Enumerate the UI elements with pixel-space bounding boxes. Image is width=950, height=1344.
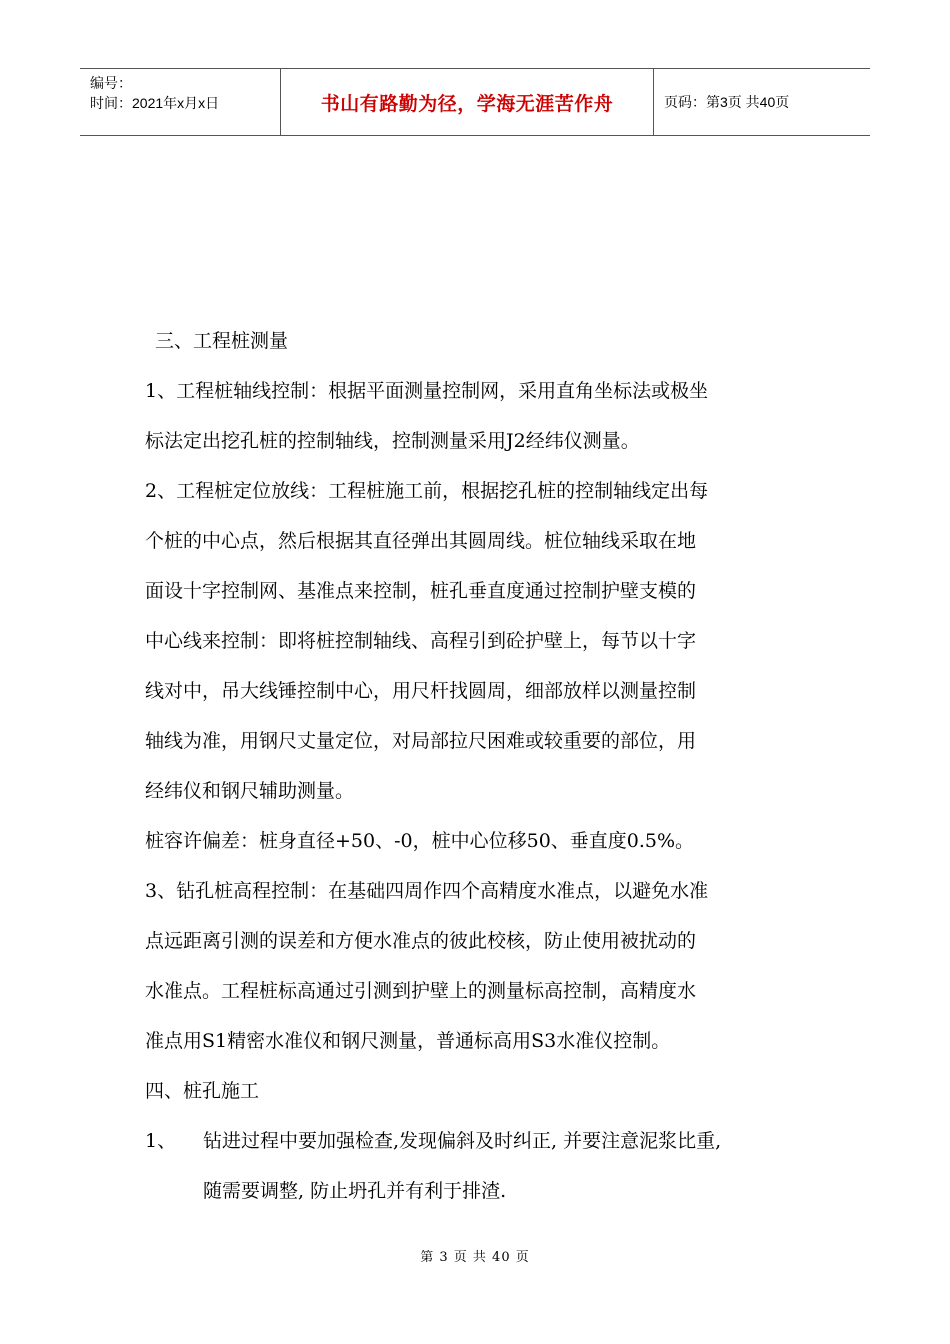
text-line: 线对中，吊大线锤控制中心，用尺杆找圆周，细部放样以测量控制 xyxy=(145,680,697,702)
number-label: 编号： xyxy=(90,75,132,91)
paragraph-3 xyxy=(145,866,810,1066)
tolerance-line: 桩容许偏差：桩身直径+50、-0，桩中心位移50、垂直度0.5%。 xyxy=(145,830,695,852)
section-heading-4: 四、桩孔施工 xyxy=(145,1080,260,1102)
text-line: 中心线来控制：即将桩控制轴线、高程引到砼护壁上，每节以十字 xyxy=(145,630,697,652)
text-line: 1、工程桩轴线控制：根据平面测量控制网，采用直角坐标法或极坐 xyxy=(145,380,709,402)
text-line: 随需要调整, 防止坍孔并有利于排渣. xyxy=(203,1180,507,1202)
text-line: 个桩的中心点，然后根据其直径弹出其圆周线。桩位轴线采取在地 xyxy=(145,530,697,552)
text-line: 面设十字控制网、基准点来控制，桩孔垂直度通过控制护壁支模的 xyxy=(145,580,697,602)
date-label: 时间：2021年x月x日 xyxy=(90,95,220,111)
text-line: 2、工程桩定位放线：工程桩施工前，根据挖孔桩的控制轴线定出每 xyxy=(145,480,709,502)
page-header xyxy=(80,68,870,136)
header-motto: 书山有路勤为径，学海无涯苦作舟 xyxy=(281,69,654,135)
document-body xyxy=(145,316,810,1216)
text-line: 3、钻孔桩高程控制：在基础四周作四个高精度水准点，以避免水准 xyxy=(145,880,709,902)
text-line: 经纬仪和钢尺辅助测量。 xyxy=(145,780,355,802)
list-item-number: 1、 xyxy=(145,1130,177,1152)
page-footer: 第 3 页 共 40 页 xyxy=(420,1250,530,1265)
header-meta xyxy=(80,69,281,135)
section-heading-3: 三、工程桩测量 xyxy=(155,330,289,352)
text-line: 钻进过程中要加强检查,发现偏斜及时纠正, 并要注意泥浆比重, xyxy=(203,1130,722,1152)
list-item-1 xyxy=(145,1116,810,1216)
text-line: 水准点。工程桩标高通过引测到护壁上的测量标高控制，高精度水 xyxy=(145,980,697,1002)
text-line: 点远距离引测的误差和方便水准点的彼此校核，防止使用被扰动的 xyxy=(145,930,697,952)
header-page-info: 页码：第3页 共40页 xyxy=(664,94,790,110)
paragraph-2 xyxy=(145,466,810,816)
text-line: 准点用S1精密水准仪和钢尺测量，普通标高用S3水准仪控制。 xyxy=(145,1030,671,1052)
text-line: 标法定出挖孔桩的控制轴线，控制测量采用J2经纬仪测量。 xyxy=(145,430,640,452)
text-line: 轴线为准，用钢尺丈量定位，对局部拉尺困难或较重要的部位，用 xyxy=(145,730,697,752)
paragraph-1 xyxy=(145,366,810,466)
